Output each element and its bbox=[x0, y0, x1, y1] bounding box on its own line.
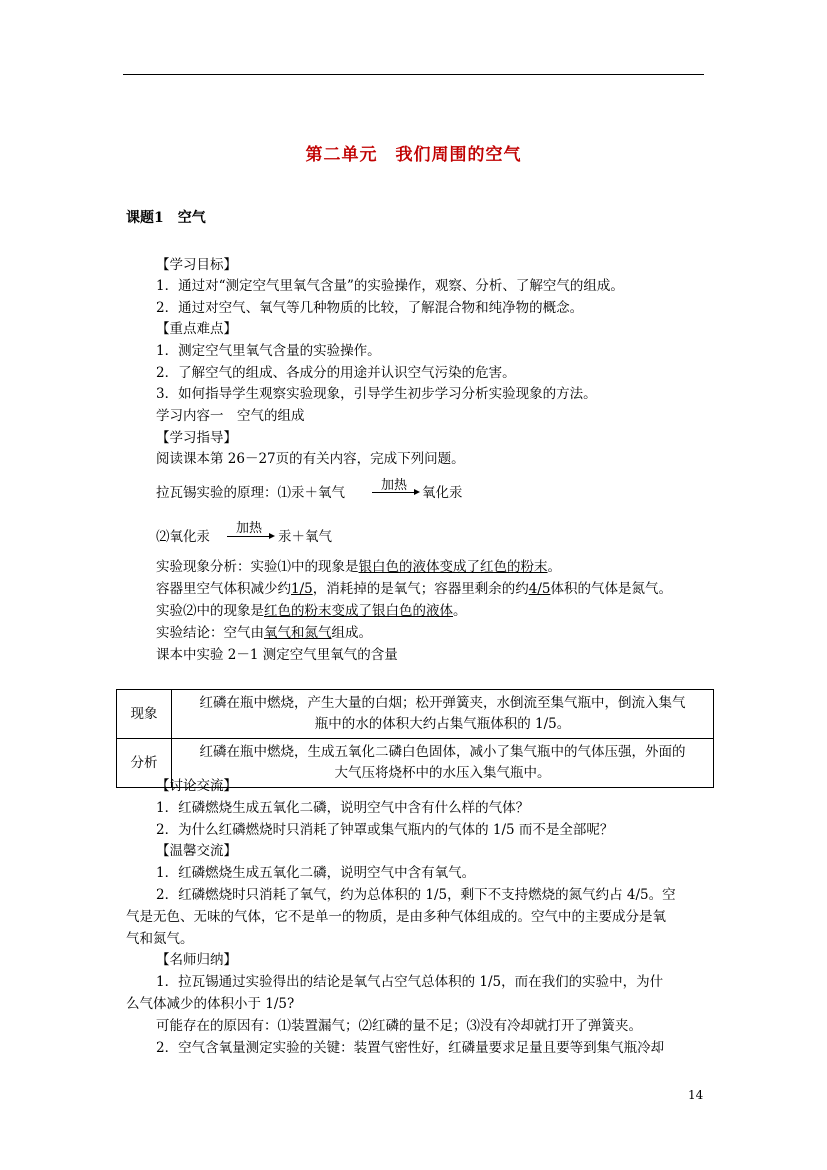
equation-product: 汞＋氧气 bbox=[278, 529, 332, 545]
discuss-item: 2．为什么红磷燃烧时只消耗了钟罩或集气瓶内的气体的 1/5 而不是全部呢？ bbox=[156, 822, 614, 838]
tip-item: 2．红磷燃烧时只消耗了氧气，约为总体积的 1/5，剩下不支持燃烧的氮气约占 4/5。空 bbox=[156, 887, 676, 903]
teacher-reason: 可能存在的原因有：⑴装置漏气；⑵红磷的量不足；⑶没有冷却就打开了弹簧夹。 bbox=[156, 1018, 642, 1034]
text: 。 bbox=[547, 559, 561, 575]
key-item: 1．测定空气里氧气含量的实验操作。 bbox=[156, 343, 381, 359]
key-heading: 【重点难点】 bbox=[156, 321, 237, 337]
text: 体积的气体是氮气。 bbox=[550, 581, 672, 597]
conclusion-line bbox=[156, 623, 372, 643]
text: 。 bbox=[453, 603, 467, 619]
answer-blank: 银白色的液体变成了红色的粉末 bbox=[358, 559, 548, 575]
teacher-item: 2．空气含氧量测定实验的关键：装置气密性好，红磷量要求足量且要等到集气瓶冷却 bbox=[156, 1040, 665, 1056]
principle-equation-2 bbox=[156, 527, 210, 547]
arrow-head-icon bbox=[269, 533, 275, 539]
arrow-head-icon bbox=[414, 489, 420, 495]
cell-line: 大气压将烧杯中的水压入集气瓶中。 bbox=[334, 765, 551, 781]
analysis-line bbox=[156, 601, 467, 621]
cell-line: 红磷在瓶中燃烧，产生大量的白烟；松开弹簧夹，水倒流至集气瓶中，倒流入集气 bbox=[199, 695, 686, 711]
tip-item-continued: 气是无色、无味的气体，它不是单一的物质，是由多种气体组成的。空气中的主要成分是氧 bbox=[126, 909, 666, 925]
cell-line: 红磷在瓶中燃烧，生成五氧化二磷白色固体，减小了集气瓶中的气体压强，外面的 bbox=[199, 744, 686, 760]
answer-blank: 红色的粉末变成了银白色的液体 bbox=[264, 603, 453, 619]
tip-item: 1．红磷燃烧生成五氧化二磷，说明空气中含有氧气。 bbox=[156, 865, 476, 881]
reaction-condition: 加热 bbox=[236, 521, 263, 536]
teacher-heading: 【名师归纳】 bbox=[156, 952, 237, 968]
teacher-item-continued: 么气体减少的体积小于 1/5? bbox=[126, 996, 295, 1012]
analysis-line bbox=[156, 579, 672, 599]
analysis-line bbox=[156, 557, 561, 577]
discuss-heading: 【讨论交流】 bbox=[156, 778, 237, 794]
table-row-label: 分析 bbox=[117, 739, 172, 788]
content-heading: 学习内容一 空气的组成 bbox=[156, 408, 305, 424]
table-cell bbox=[172, 739, 714, 788]
answer-blank: 1/5 bbox=[291, 581, 313, 597]
key-item: 2．了解空气的组成、各成分的用途并认识空气污染的危害。 bbox=[156, 365, 516, 381]
reaction-arrow bbox=[372, 492, 416, 493]
tip-item-continued: 气和氮气。 bbox=[126, 931, 194, 947]
text: 实验现象分析：实验⑴中的现象是 bbox=[156, 559, 359, 575]
table-cell bbox=[172, 690, 714, 739]
equation-reactants: ⑵氧化汞 bbox=[156, 529, 210, 545]
reaction-condition: 加热 bbox=[381, 478, 408, 493]
discuss-item: 1．红磷燃烧生成五氧化二磷，说明空气中含有什么样的气体？ bbox=[156, 800, 530, 816]
text: ，消耗掉的是氧气；容器里剩余的约 bbox=[312, 581, 529, 597]
answer-blank: 4/5 bbox=[528, 581, 551, 597]
header-rule bbox=[123, 74, 704, 75]
reaction-arrow bbox=[227, 536, 271, 537]
goal-heading: 【学习目标】 bbox=[156, 257, 237, 273]
equation-product: 氧化汞 bbox=[422, 485, 463, 501]
text: 容器里空气体积减少约 bbox=[156, 581, 291, 597]
table-row bbox=[117, 690, 714, 739]
lesson-title: 课题1 空气 bbox=[126, 210, 206, 226]
table-row-label: 现象 bbox=[117, 690, 172, 739]
page-number: 14 bbox=[688, 1088, 704, 1102]
goal-item: 2．通过对空气、氧气等几种物质的比较，了解混合物和纯净物的概念。 bbox=[156, 300, 584, 316]
answer-blank: 氧气和氮气 bbox=[264, 625, 332, 641]
text: 实验⑵中的现象是 bbox=[156, 603, 264, 619]
tip-heading: 【温馨交流】 bbox=[156, 843, 237, 859]
cell-line: 瓶中的水的体积大约占集气瓶体积的 1/5。 bbox=[314, 716, 571, 732]
text: 实验结论：空气由 bbox=[156, 625, 264, 641]
observation-table bbox=[116, 689, 714, 788]
goal-item: 1．通过对“测定空气里氧气含量”的实验操作，观察、分析、了解空气的组成。 bbox=[156, 278, 624, 294]
guide-heading: 【学习指导】 bbox=[156, 430, 237, 446]
text: 组成。 bbox=[331, 625, 372, 641]
principle-equation-1 bbox=[156, 483, 345, 503]
equation-reactants: 拉瓦锡实验的原理：⑴汞＋氧气 bbox=[156, 485, 345, 501]
reading-instruction: 阅读课本第 26－27页的有关内容，完成下列问题。 bbox=[156, 451, 465, 467]
teacher-item: 1．拉瓦锡通过实验得出的结论是氧气占空气总体积的 1/5，而在我们的实验中，为什 bbox=[156, 974, 664, 990]
chapter-title: 第二单元 我们周围的空气 bbox=[305, 145, 522, 165]
key-item: 3．如何指导学生观察实验现象，引导学生初步学习分析实验现象的方法。 bbox=[156, 386, 597, 402]
experiment-title: 课本中实验 2－1 测定空气里氧气的含量 bbox=[156, 647, 398, 663]
